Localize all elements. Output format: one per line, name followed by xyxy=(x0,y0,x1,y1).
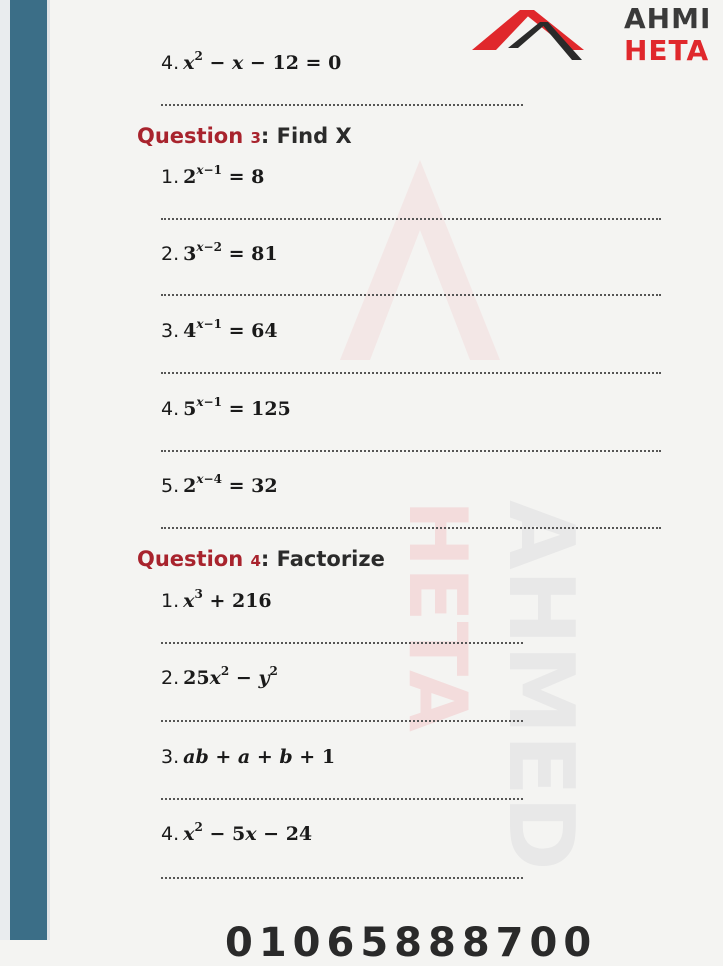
watermark-logo xyxy=(300,120,593,940)
watermark-text-2: HETA xyxy=(391,500,484,732)
expression-item: 2. $25x^2 - y^2$ xyxy=(161,664,278,689)
brand-name-line2: HETA xyxy=(624,34,710,67)
answer-line xyxy=(161,720,523,722)
watermark-text-1: AHMED xyxy=(488,500,593,871)
expression-item: 3. ab + a + b + 1 xyxy=(161,746,336,768)
equation-item: 2. $3^{x-2} = 81$ xyxy=(161,240,278,265)
expression-item: 4. $x^2 - 5x - 24$ xyxy=(161,820,313,845)
equation-item: 5. $2^{x-4} = 32$ xyxy=(161,472,278,497)
answer-line xyxy=(161,218,661,220)
left-bar-edge xyxy=(47,0,50,940)
phone-number: 01065888700 xyxy=(225,920,598,966)
answer-line xyxy=(161,642,523,644)
question-heading: Question 4: Factorize xyxy=(137,547,385,571)
answer-line xyxy=(161,450,661,452)
equation-item: 3. $4^{x-1} = 64$ xyxy=(161,317,278,342)
expression-item: 1. $x^3 + 216$ xyxy=(161,587,272,612)
equation-item: 1. $2^{x-1} = 8$ xyxy=(161,163,265,188)
equation-item: 4. $5^{x-1} = 125$ xyxy=(161,395,291,420)
answer-line xyxy=(161,104,523,106)
answer-line xyxy=(161,877,523,879)
left-margin-strip xyxy=(0,0,10,940)
brand-name-line1: AHMI xyxy=(624,2,712,35)
left-blue-bar xyxy=(10,0,47,940)
answer-line xyxy=(161,372,661,374)
answer-line xyxy=(161,527,661,529)
answer-line xyxy=(161,798,523,800)
answer-line xyxy=(161,294,661,296)
question-heading: Question 3: Find X xyxy=(137,124,352,148)
equation-item: 4. $x^2 - x - 12 = 0$ xyxy=(161,49,342,74)
